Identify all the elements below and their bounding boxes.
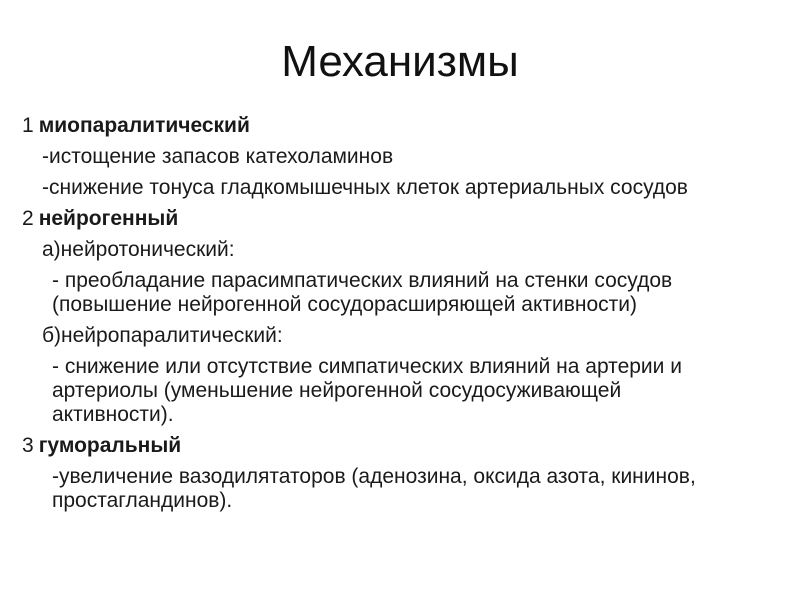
section-number: 3 — [22, 434, 34, 457]
subsection-text-content: - снижение или отсутствие симпатических влияний на артерии и артериолы (уменьшение нейрогенной сосудосуживающей активности). — [52, 355, 682, 426]
subsection-text — [22, 355, 742, 427]
slide-body — [22, 114, 782, 513]
subsection-text-content: - преобладание парасимпатических влияний на стенки сосудов (повышение нейрогенной сосудорасширяющей активности) — [52, 269, 673, 316]
subsection-text — [22, 269, 762, 317]
bullet-item: -истощение запасов катехоламинов — [42, 145, 394, 168]
section-heading-2 — [22, 207, 782, 231]
subsection-label: б)нейропаралитический: — [42, 324, 283, 347]
bullet-item: -снижение тонуса гладкомышечных клеток артериальных сосудов — [42, 176, 688, 199]
subsection-label: а)нейротонический: — [42, 238, 235, 261]
section-title: нейрогенный — [38, 207, 179, 230]
section-title: гуморальный — [38, 434, 182, 457]
slide-title: Механизмы — [281, 37, 519, 86]
section-heading-3 — [22, 434, 782, 458]
section-title: миопаралитический — [38, 114, 250, 137]
section-number: 2 — [22, 207, 34, 230]
bullet-item: -увеличение вазодилятаторов (аденозина, оксида азота, кининов, простагландинов). — [52, 465, 696, 512]
section-heading-1 — [22, 114, 782, 138]
section-number: 1 — [22, 114, 34, 137]
